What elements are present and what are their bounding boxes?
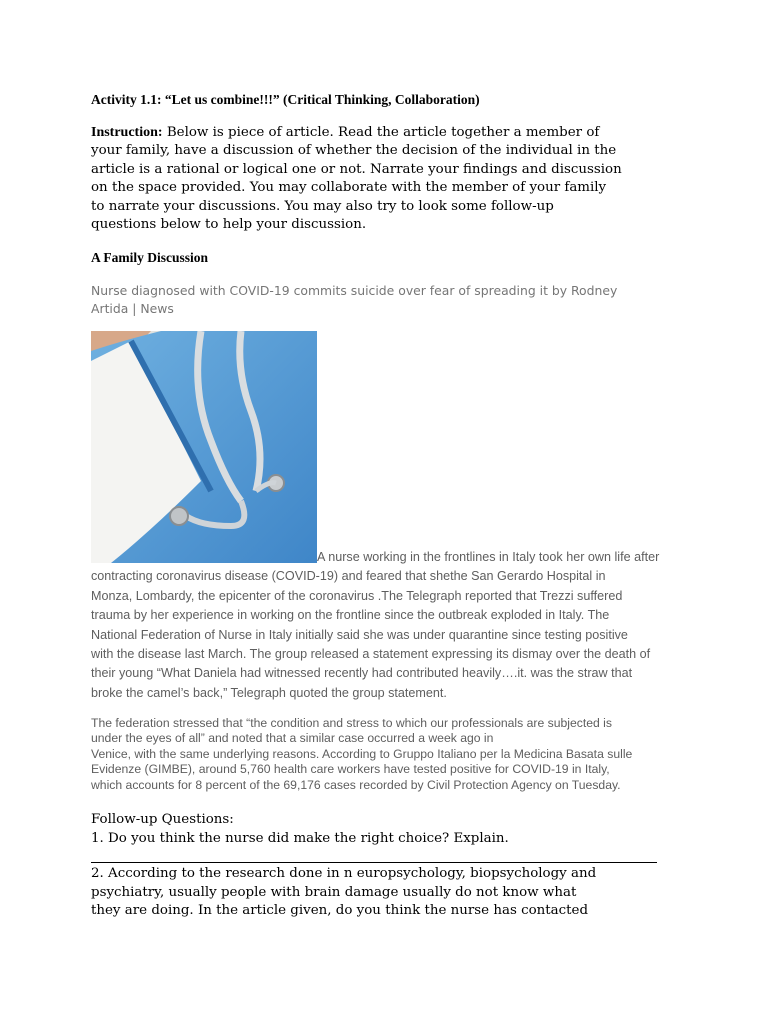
article-line: Evidenze (GIMBE), around 5,760 health care workers have tested positive for COVID-19 in Italy, [91, 762, 610, 777]
article-line: broke the camel’s back,” Telegraph quoted the group statement. [91, 685, 447, 700]
article-line: which accounts for 8 percent of the 69,176 cases recorded by Civil Protection Agency on Tuesday. [91, 777, 621, 792]
question-2 [91, 865, 671, 921]
question-2-line: psychiatry, usually people with brain damage usually do not know what [91, 884, 577, 900]
answer-line [91, 862, 657, 863]
article-line: under the eyes of all” and noted that a similar case occurred a week ago in [91, 731, 494, 746]
article-paragraph-2 [91, 716, 691, 793]
stethoscope-icon [91, 331, 317, 563]
headline-line: Nurse diagnosed with COVID-19 commits suicide over fear of spreading it by Rodney [91, 283, 618, 298]
question-2-line: they are doing. In the article given, do you think the nurse has contacted [91, 903, 589, 918]
instruction-label: Instruction: [91, 125, 163, 140]
article-line: A nurse working in the frontlines in Italy took her own life after [317, 550, 660, 564]
nurse-stethoscope-photo [91, 331, 317, 563]
article-line: National Federation of Nurse in Italy initially said she was under quarantine since testing positive [91, 627, 628, 642]
headline-line: Artida | News [91, 301, 174, 316]
article-line: Venice, with the same underlying reasons. According to Gruppo Italiano per la Medicina Basata sulle [91, 746, 633, 761]
article-line: contracting coronavirus disease (COVID-19) and feared that shethe San Gerardo Hospital in [91, 569, 606, 584]
article-paragraph-1 [91, 548, 691, 703]
followup-questions [91, 811, 691, 848]
article-line: trauma by her experience in working on the frontline since the outbreak exploded in Italy. The [91, 608, 610, 623]
question-2-line: 2. According to the research done in n europsychology, biopsychology and [91, 866, 597, 881]
article-line: with the disease last March. The group released a statement expressing its dismay over the death of [91, 647, 651, 662]
article-line: their young “What Daniela had witnessed recently had contributed heavily….it. was the straw that [91, 666, 633, 681]
instruction-line: your family, have a discussion of whether the decision of the individual in the [91, 143, 617, 159]
instruction-line: on the space provided. You may collaborate with the member of your family [91, 180, 607, 196]
question-1: 1. Do you think the nurse did make the right choice? Explain. [91, 830, 509, 846]
instruction-line: questions below to help your discussion. [91, 217, 367, 233]
article-headline [91, 282, 671, 318]
article-line: Monza, Lombardy, the epicenter of the coronavirus .The Telegraph reported that Trezzi suffered [91, 588, 623, 603]
instruction-line: to narrate your discussions. You may also try to look some follow-up [91, 198, 554, 214]
followup-heading: Follow-up Questions: [91, 812, 234, 827]
article-line: The federation stressed that “the condition and stress to which our professionals are subjected is [91, 716, 612, 730]
instruction-line: article is a rational or logical one or not. Narrate your findings and discussion [91, 161, 622, 177]
section-title: A Family Discussion [91, 250, 209, 265]
instruction-block [91, 124, 671, 234]
activity-title: Activity 1.1: “Let us combine!!!” (Critical Thinking, Collaboration) [91, 92, 480, 107]
instruction-line: Below is piece of article. Read the article together a member of [162, 125, 600, 140]
